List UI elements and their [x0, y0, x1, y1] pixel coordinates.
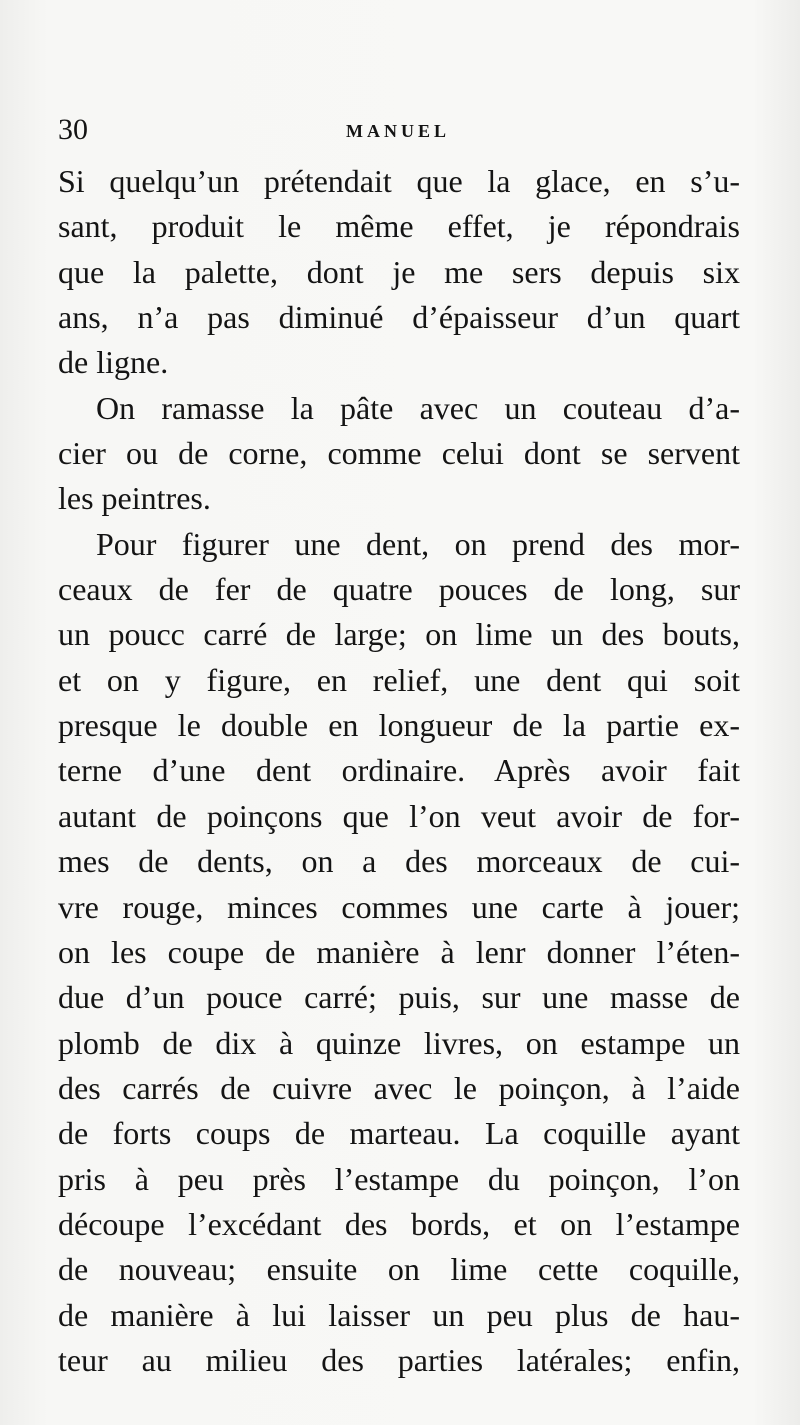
page-number: 30 — [58, 113, 88, 146]
text-line: des carrés de cuivre avec le poinçon, à l’aide — [58, 1069, 740, 1106]
body-text — [58, 159, 740, 1383]
text-line: vre rouge, minces commes une carte à jouer; — [58, 888, 740, 925]
text-line: de manière à lui laisser un peu plus de hau- — [58, 1296, 740, 1333]
text-line: découpe l’excédant des bords, et on l’estampe — [58, 1205, 740, 1242]
text-line: sant, produit le même effet, je répondrais — [58, 208, 740, 245]
text-line: et on y figure, en relief, une dent qui soit — [58, 661, 740, 698]
page-header — [58, 112, 742, 148]
text-line: Pour figurer une dent, on prend des mor- — [96, 525, 740, 562]
text-line: pris à peu près l’estampe du poinçon, l’on — [58, 1160, 740, 1197]
text-line: ceaux de fer de quatre pouces de long, sur — [58, 571, 740, 608]
text-line: presque le double en longueur de la partie ex- — [58, 707, 740, 744]
text-line: On ramasse la pâte avec un couteau d’a- — [96, 389, 740, 426]
text-line: les peintres. — [58, 480, 211, 517]
text-line: cier ou de corne, comme celui dont se servent — [58, 435, 740, 472]
text-line: un poucc carré de large; on lime un des bouts, — [58, 616, 740, 653]
text-line: que la palette, dont je me sers depuis six — [58, 253, 740, 290]
text-line: due d’un pouce carré; puis, sur une masse de — [58, 979, 740, 1016]
text-line: de ligne. — [58, 344, 169, 381]
text-line: autant de poinçons que l’on veut avoir de for- — [58, 797, 740, 834]
text-line: terne d’une dent ordinaire. Après avoir fait — [58, 752, 740, 789]
text-line: teur au milieu des parties latérales; enfin, — [58, 1341, 740, 1378]
running-head: MANUEL — [346, 121, 450, 141]
text-line: de forts coups de marteau. La coquille ayant — [58, 1115, 740, 1152]
text-line: ans, n’a pas diminué d’épaisseur d’un quart — [58, 299, 740, 336]
text-line: Si quelqu’un prétendait que la glace, en s’u- — [58, 163, 740, 199]
text-line: on les coupe de manière à lenr donner l’éten- — [58, 933, 740, 970]
text-line: de nouveau; ensuite on lime cette coquille, — [58, 1251, 740, 1288]
text-line: mes de dents, on a des morceaux de cui- — [58, 843, 740, 880]
text-line: plomb de dix à quinze livres, on estampe un — [58, 1024, 740, 1061]
